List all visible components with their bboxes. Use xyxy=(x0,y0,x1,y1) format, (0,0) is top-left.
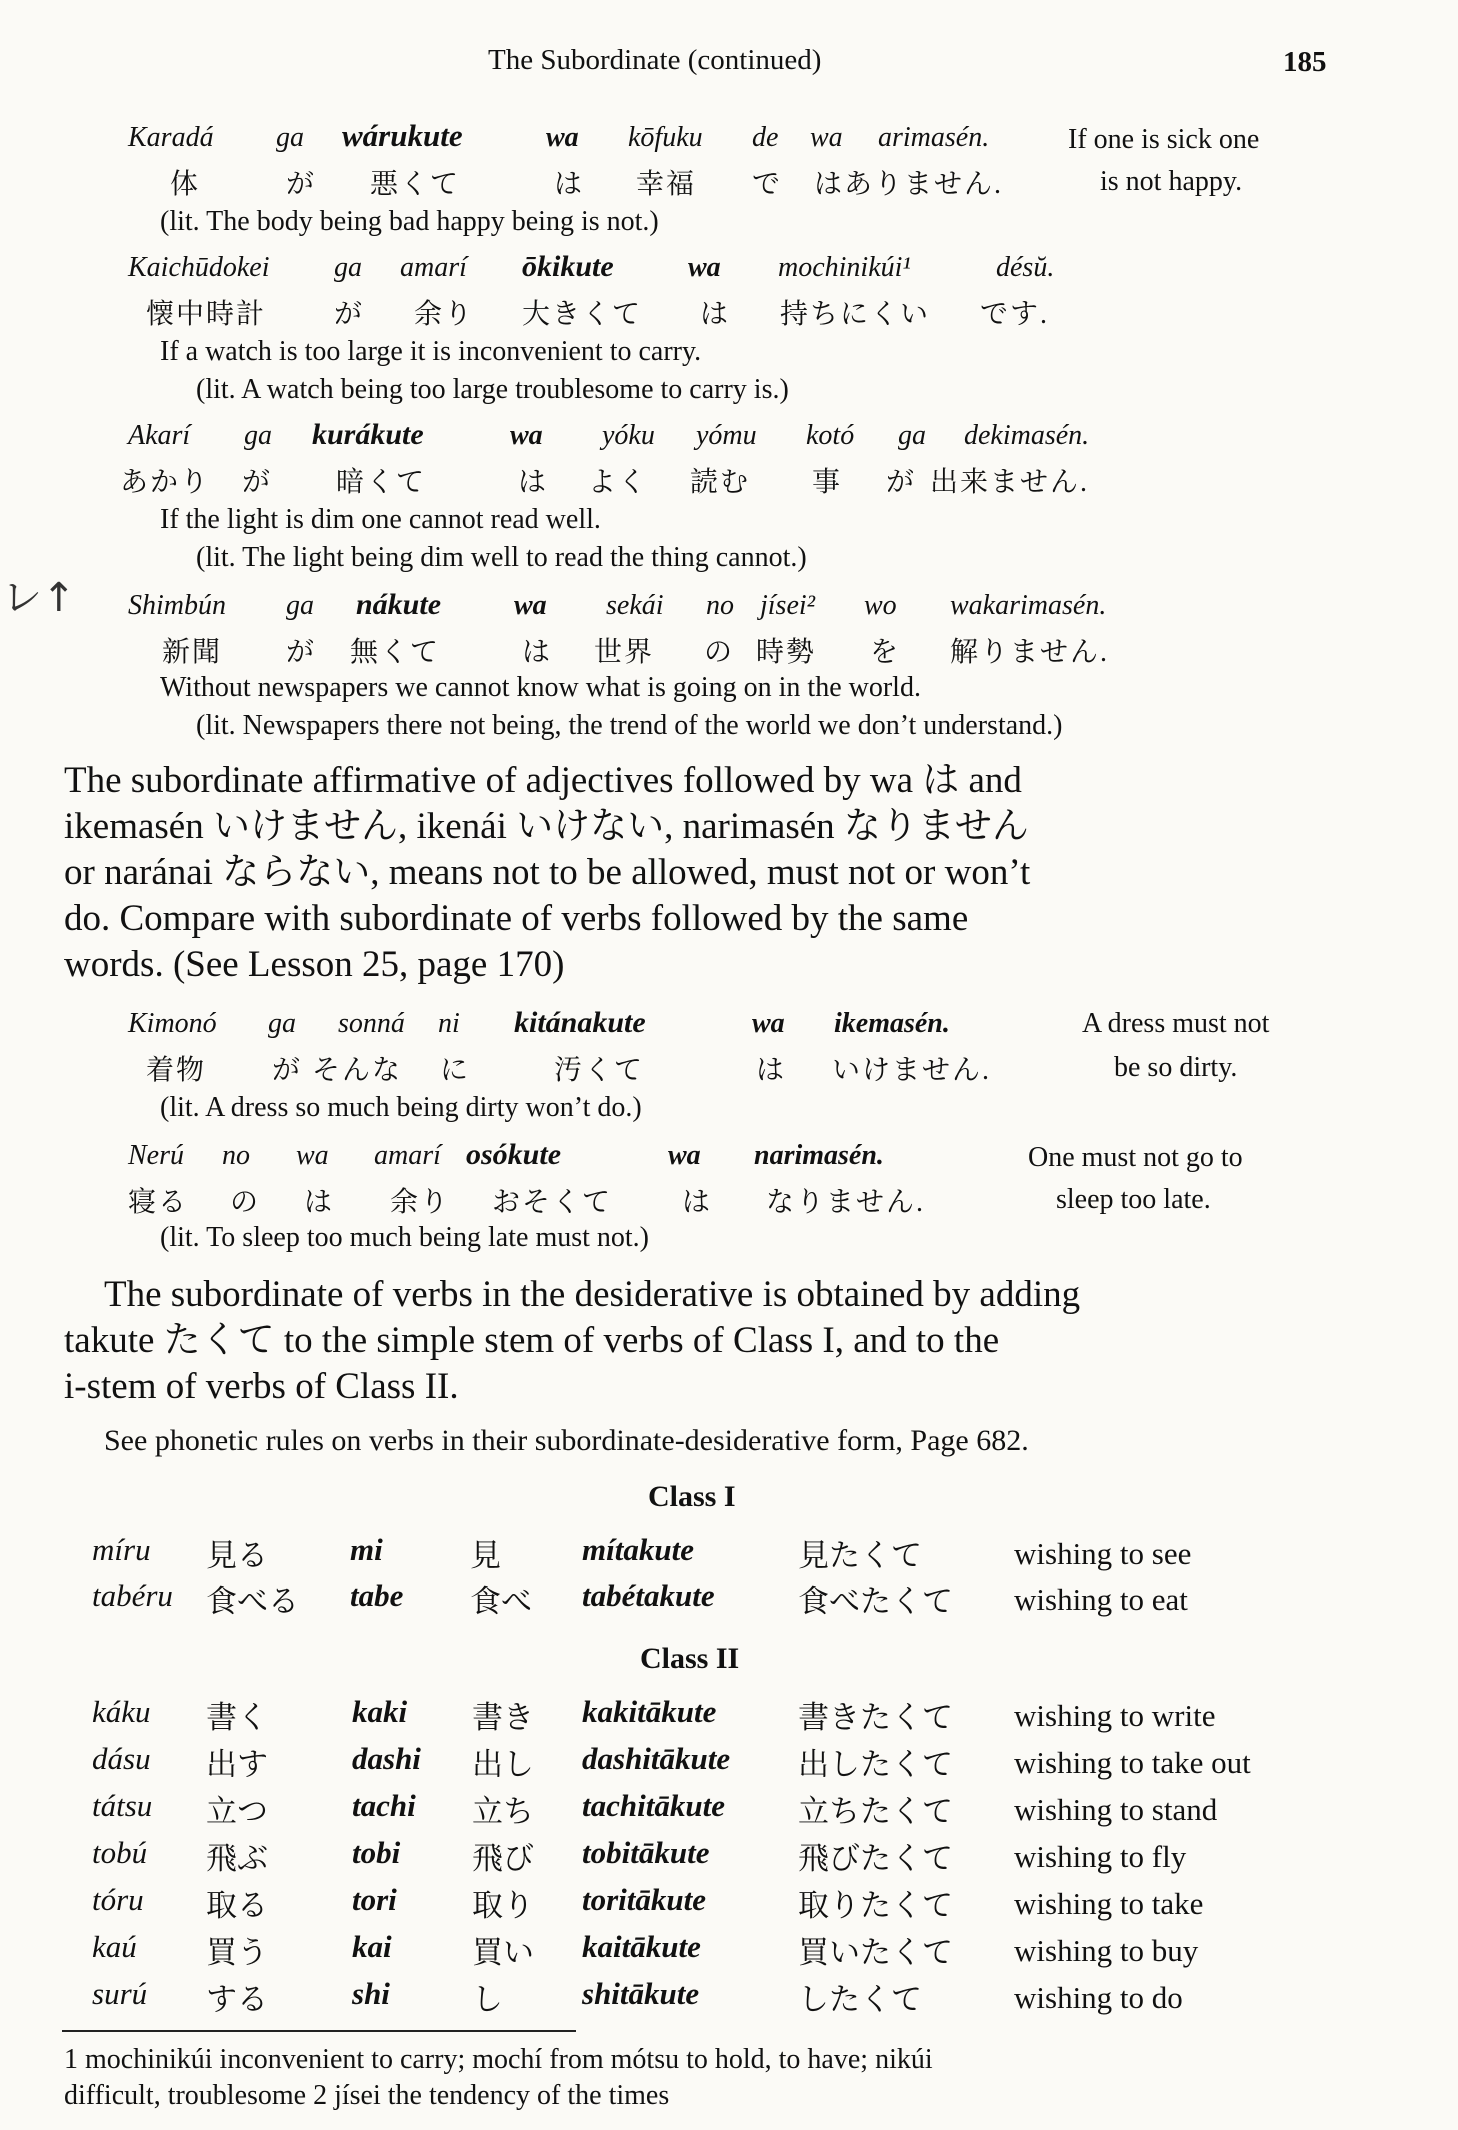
translation: If one is sick one xyxy=(1068,124,1260,155)
paragraph-line: takute たくて to the simple stem of verbs of Class I, and to the xyxy=(64,1320,1000,1361)
japanese-word: はありません. xyxy=(814,169,1004,200)
meaning: wishing to fly xyxy=(1014,1839,1187,1874)
class-heading: Class II xyxy=(640,1642,740,1675)
footnote-rule xyxy=(62,2030,576,2032)
desiderative-romaji: toritākute xyxy=(582,1882,707,1917)
romaji-word: yóku xyxy=(602,420,655,451)
footnote-line: 1 mochinikúi inconvenient to carry; mochí from mótsu to hold, to have; nikúi xyxy=(64,2044,933,2075)
romaji-word: narimasén. xyxy=(754,1140,884,1171)
japanese-word: 出来ません. xyxy=(930,467,1090,498)
meaning: wishing to do xyxy=(1014,1980,1183,2015)
paragraph-line: or naránai ならない, means not to be allowed, must not or won’t xyxy=(64,852,1031,893)
japanese-word: 持ちにくい xyxy=(780,299,931,330)
romaji-word: yómu xyxy=(696,420,757,451)
romaji-word: mochinikúi¹ xyxy=(778,252,911,283)
romaji-word: Akarí xyxy=(128,420,191,451)
desiderative-kana: したくて xyxy=(798,1982,922,2017)
stem-kana: 食べ xyxy=(470,1584,532,1619)
romaji-word: sekái xyxy=(606,590,664,621)
romaji-word: wakarimasén. xyxy=(950,590,1107,621)
translation: be so dirty. xyxy=(1114,1052,1238,1083)
japanese-word: 大きくて xyxy=(522,299,643,330)
literal-translation: (lit. A dress so much being dirty won’t do.) xyxy=(160,1092,642,1123)
japanese-word: の xyxy=(230,1187,261,1218)
japanese-word: が xyxy=(286,169,317,200)
margin-handwriting: レ↑ xyxy=(2,575,76,621)
japanese-word: は xyxy=(700,299,731,330)
dictionary-form-romaji: surú xyxy=(92,1976,148,2011)
japanese-word: が xyxy=(286,637,317,668)
desiderative-kana: 立ちたくて xyxy=(798,1794,953,1829)
romaji-word: ga xyxy=(334,252,362,283)
phonetic-rules-note: See phonetic rules on verbs in their subordinate-desiderative form, Page 682. xyxy=(104,1424,1029,1457)
meaning: wishing to eat xyxy=(1014,1582,1188,1617)
dictionary-form-kana: 書く xyxy=(206,1700,268,1735)
japanese-word: いけません. xyxy=(832,1055,992,1086)
dictionary-form-romaji: tátsu xyxy=(92,1788,153,1823)
dictionary-form-romaji: káku xyxy=(92,1694,151,1729)
romaji-word: ikemasén. xyxy=(834,1008,950,1039)
japanese-word: 幸福 xyxy=(636,169,697,200)
romaji-word: dekimasén. xyxy=(964,420,1090,451)
romaji-word: wa xyxy=(752,1008,785,1039)
desiderative-kana: 飛びたくて xyxy=(798,1841,953,1876)
desiderative-romaji: tabétakute xyxy=(582,1578,715,1613)
romaji-word: désŭ. xyxy=(996,252,1055,283)
stem-kana: 出し xyxy=(472,1747,534,1782)
japanese-word: を xyxy=(870,637,901,668)
stem-kana: 取り xyxy=(472,1888,534,1923)
japanese-word: 暗くて xyxy=(336,467,427,498)
romaji-word: jísei² xyxy=(760,590,816,621)
stem-romaji: shi xyxy=(352,1976,390,2011)
stem-kana: 立ち xyxy=(472,1794,534,1829)
dictionary-form-kana: 買う xyxy=(206,1935,268,1970)
dictionary-form-romaji: tobú xyxy=(92,1835,148,1870)
romaji-word: amarí xyxy=(400,252,467,283)
paragraph-line: The subordinate of verbs in the desiderative is obtained by adding xyxy=(104,1274,1081,1315)
dictionary-form-romaji: tóru xyxy=(92,1882,144,1917)
romaji-word: wa xyxy=(546,122,579,153)
japanese-word: 余り xyxy=(390,1187,451,1218)
romaji-keyword: osókute xyxy=(466,1138,562,1171)
japanese-word: が xyxy=(242,467,273,498)
romaji-word: arimasén. xyxy=(878,122,990,153)
romaji-word: de xyxy=(752,122,779,153)
romaji-word: wa xyxy=(668,1140,701,1171)
romaji-word: ga xyxy=(268,1008,296,1039)
romaji-word: kōfuku xyxy=(628,122,703,153)
paragraph-line: do. Compare with subordinate of verbs followed by the same xyxy=(64,898,969,939)
japanese-word: は xyxy=(756,1055,787,1086)
dictionary-form-kana: 出す xyxy=(206,1747,268,1782)
japanese-word: 無くて xyxy=(350,637,441,668)
japanese-word: 体 xyxy=(170,169,201,200)
romaji-word: Kaichūdokei xyxy=(128,252,270,283)
dictionary-form-romaji: dásu xyxy=(92,1741,151,1776)
paragraph-line: i-stem of verbs of Class II. xyxy=(64,1366,459,1407)
dictionary-form-romaji: kaú xyxy=(92,1929,137,1964)
romaji-word: wa xyxy=(514,590,547,621)
japanese-word: そんな xyxy=(312,1055,403,1086)
desiderative-kana: 取りたくて xyxy=(798,1888,953,1923)
romaji-word: wa xyxy=(296,1140,329,1171)
japanese-word: 着物 xyxy=(146,1055,207,1086)
japanese-word: 寝る xyxy=(128,1187,189,1218)
romaji-word: ga xyxy=(276,122,304,153)
class-heading: Class I xyxy=(648,1480,736,1513)
japanese-word: おそくて xyxy=(492,1187,613,1218)
dictionary-form-kana: 見る xyxy=(206,1538,268,1573)
romaji-word: ga xyxy=(244,420,272,451)
dictionary-form-kana: 食べる xyxy=(206,1584,299,1619)
translation: sleep too late. xyxy=(1056,1184,1211,1215)
romaji-word: Kimonó xyxy=(128,1008,217,1039)
stem-kana: 買い xyxy=(472,1935,534,1970)
japanese-word: は xyxy=(682,1187,713,1218)
romaji-keyword: kurákute xyxy=(312,418,424,451)
romaji-word: wa xyxy=(688,252,721,283)
translation: One must not go to xyxy=(1028,1142,1243,1173)
romaji-word: sonná xyxy=(338,1008,405,1039)
stem-kana: 書き xyxy=(472,1700,534,1735)
dictionary-form-kana: 飛ぶ xyxy=(206,1841,268,1876)
desiderative-romaji: kakitākute xyxy=(582,1694,717,1729)
desiderative-kana: 食べたくて xyxy=(798,1584,953,1619)
literal-translation: (lit. A watch being too large troublesome to carry is.) xyxy=(196,374,789,405)
romaji-word: no xyxy=(706,590,734,621)
japanese-word: が xyxy=(886,467,917,498)
stem-romaji: tabe xyxy=(350,1578,404,1613)
japanese-word: に xyxy=(440,1055,471,1086)
dictionary-form-kana: 取る xyxy=(206,1888,268,1923)
japanese-word: の xyxy=(704,637,735,668)
japanese-word: なりません. xyxy=(766,1187,926,1218)
japanese-word: 悪くて xyxy=(370,169,461,200)
desiderative-kana: 出したくて xyxy=(798,1747,953,1782)
meaning: wishing to take xyxy=(1014,1886,1204,1921)
romaji-word: ni xyxy=(438,1008,460,1039)
translation: If the light is dim one cannot read well. xyxy=(160,504,601,535)
meaning: wishing to see xyxy=(1014,1536,1192,1571)
dictionary-form-romaji: míru xyxy=(92,1532,151,1567)
translation: A dress must not xyxy=(1082,1008,1270,1039)
japanese-word: 余り xyxy=(414,299,475,330)
japanese-word: は xyxy=(518,467,549,498)
japanese-word: 汚くて xyxy=(554,1055,645,1086)
romaji-word: Nerú xyxy=(128,1140,184,1171)
japanese-word: よく xyxy=(588,467,649,498)
dictionary-form-kana: 立つ xyxy=(206,1794,268,1829)
stem-romaji: kaki xyxy=(352,1694,408,1729)
romaji-keyword: wárukute xyxy=(342,118,463,153)
literal-translation: (lit. Newspapers there not being, the trend of the world we don’t understand.) xyxy=(196,710,1063,741)
romaji-word: Shimbún xyxy=(128,590,226,621)
stem-romaji: tobi xyxy=(352,1835,401,1870)
paragraph-line: words. (See Lesson 25, page 170) xyxy=(64,944,565,985)
desiderative-romaji: kaitākute xyxy=(582,1929,701,1964)
stem-kana: 見 xyxy=(470,1538,501,1573)
stem-kana: し xyxy=(472,1982,503,2017)
japanese-word: は xyxy=(522,637,553,668)
desiderative-romaji: dashitākute xyxy=(582,1741,731,1776)
romaji-word: kotó xyxy=(806,420,855,451)
meaning: wishing to stand xyxy=(1014,1792,1218,1827)
japanese-word: です. xyxy=(980,299,1050,330)
translation: is not happy. xyxy=(1100,166,1243,197)
romaji-word: wo xyxy=(864,590,897,621)
japanese-word: 読む xyxy=(690,467,751,498)
japanese-word: は xyxy=(304,1187,335,1218)
meaning: wishing to buy xyxy=(1014,1933,1199,1968)
japanese-word: あかり xyxy=(120,467,211,498)
dictionary-form-kana: する xyxy=(206,1982,268,2017)
desiderative-romaji: tobitākute xyxy=(582,1835,710,1870)
literal-translation: (lit. To sleep too much being late must not.) xyxy=(160,1222,650,1253)
meaning: wishing to take out xyxy=(1014,1745,1251,1780)
japanese-word: 新聞 xyxy=(162,637,223,668)
footnote-line: difficult, troublesome 2 jísei the tendency of the times xyxy=(64,2080,670,2111)
stem-romaji: mi xyxy=(350,1532,383,1567)
paragraph-line: The subordinate affirmative of adjectives followed by wa は and xyxy=(64,760,1022,801)
translation: Without newspapers we cannot know what is going on in the world. xyxy=(160,672,921,703)
romaji-word: wa xyxy=(810,122,843,153)
translation: If a watch is too large it is inconvenient to carry. xyxy=(160,336,702,367)
running-header: The Subordinate (continued) xyxy=(488,44,822,76)
romaji-word: amarí xyxy=(374,1140,441,1171)
desiderative-romaji: tachitākute xyxy=(582,1788,725,1823)
romaji-word: wa xyxy=(510,420,543,451)
paragraph-line: ikemasén いけません, ikenái いけない, narimasén なりません xyxy=(64,806,1029,847)
dictionary-form-romaji: tabéru xyxy=(92,1578,173,1613)
japanese-word: 解りません. xyxy=(950,637,1110,668)
desiderative-romaji: mítakute xyxy=(582,1532,694,1567)
japanese-word: が xyxy=(272,1055,303,1086)
japanese-word: は xyxy=(554,169,585,200)
romaji-word: no xyxy=(222,1140,250,1171)
meaning: wishing to write xyxy=(1014,1698,1216,1733)
japanese-word: で xyxy=(752,169,783,200)
literal-translation: (lit. The body being bad happy being is not.) xyxy=(160,206,659,237)
desiderative-kana: 見たくて xyxy=(798,1538,922,1573)
romaji-word: ga xyxy=(286,590,314,621)
japanese-word: 懐中時計 xyxy=(146,299,267,330)
romaji-keyword: nákute xyxy=(356,588,442,621)
page-number: 185 xyxy=(1283,46,1327,78)
japanese-word: 時勢 xyxy=(756,637,817,668)
stem-romaji: kai xyxy=(352,1929,392,1964)
japanese-word: 世界 xyxy=(594,637,655,668)
desiderative-kana: 買いたくて xyxy=(798,1935,953,1970)
stem-romaji: tori xyxy=(352,1882,397,1917)
japanese-word: 事 xyxy=(812,467,843,498)
stem-romaji: tachi xyxy=(352,1788,416,1823)
stem-romaji: dashi xyxy=(352,1741,421,1776)
romaji-keyword: ōkikute xyxy=(522,250,614,283)
literal-translation: (lit. The light being dim well to read the thing cannot.) xyxy=(196,542,807,573)
stem-kana: 飛び xyxy=(472,1841,534,1876)
romaji-word: Karadá xyxy=(128,122,214,153)
romaji-keyword: kitánakute xyxy=(514,1006,646,1039)
japanese-word: が xyxy=(334,299,365,330)
desiderative-kana: 書きたくて xyxy=(798,1700,953,1735)
desiderative-romaji: shitākute xyxy=(582,1976,700,2011)
romaji-word: ga xyxy=(898,420,926,451)
